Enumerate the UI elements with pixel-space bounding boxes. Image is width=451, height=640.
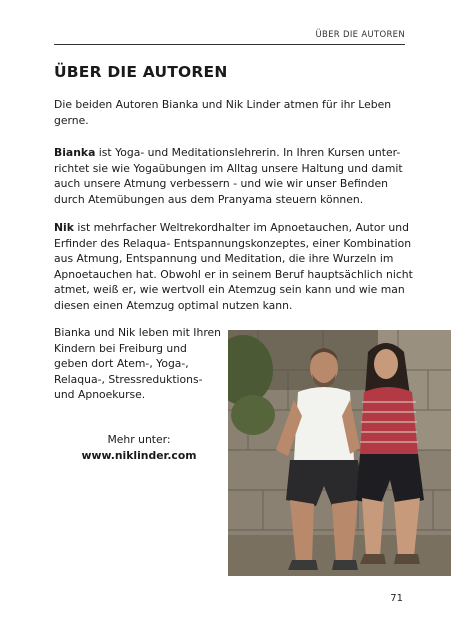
more-label: Mehr unter: — [107, 433, 171, 446]
nik-text: ist mehrfacher Weltrekordhalter im Apnoetauchen, Autor und Erfinder des Relaqua- Entspannungskonzeptes, einer Kombination aus Atmung, Entspannung und Meditation, die ihre Wurzeln im Apnoetauchen hat. Obwohl er in seinem Beruf hauptsächlich nicht atmet, weiß er, wie wertvoll ein Atemzug sein kann und wie man diesen einen Atemzug optimal nutzen kann. — [54, 221, 413, 312]
authors-photo-illustration — [228, 330, 451, 576]
more-info — [54, 432, 224, 464]
bianka-text: ist Yoga- und Meditationslehrerin. In Ihren Kursen unter-richtet sie wie Yogaübungen im Alltag unsere Haltung und damit auch unsere Atmung verbessern - und wie wir unser Befinden durch Atemübungen aus dem Pranyama steuern können. — [54, 146, 403, 206]
website-link[interactable]: www.niklinder.com — [81, 449, 197, 462]
bianka-name: Bianka — [54, 146, 96, 159]
bianka-paragraph — [54, 145, 414, 207]
running-header: ÜBER DIE AUTOREN — [315, 30, 405, 40]
page-number: 71 — [390, 593, 403, 604]
intro-paragraph: Die beiden Autoren Bianka und Nik Linder atmen für ihr Leben gerne. — [54, 98, 392, 127]
nik-paragraph — [54, 220, 414, 314]
header-rule — [54, 44, 405, 45]
page-title: ÜBER DIE AUTOREN — [54, 63, 228, 81]
nik-name: Nik — [54, 221, 74, 234]
authors-photo — [228, 330, 451, 576]
family-paragraph: Bianka und Nik leben mit Ihren Kindern bei Freiburg und geben dort Atem-, Yoga-, Relaqua-, Stressreduktions- und Apnoekurse. — [54, 326, 222, 402]
